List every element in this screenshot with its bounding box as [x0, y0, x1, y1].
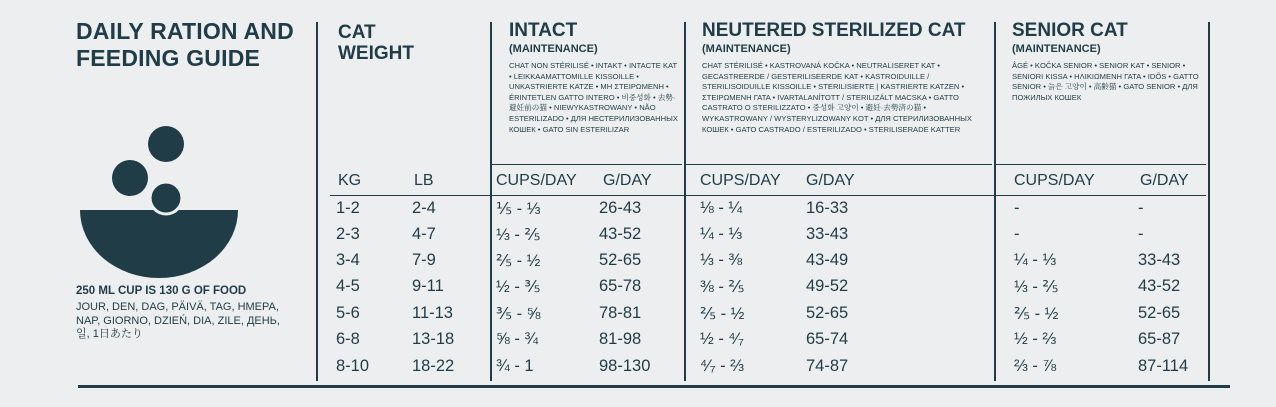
intact-cups-cell: ⅕ - ⅓ [496, 200, 541, 218]
neutered-grams-cell: 52-65 [806, 304, 849, 322]
neutered-cups-cell: ⅖ - ½ [700, 305, 745, 323]
subheader-rule [330, 195, 1206, 196]
neutered-cups-header: CUPS/DAY [700, 172, 781, 189]
intact-title: INTACT [509, 20, 578, 41]
page-title: DAILY RATION AND FEEDING GUIDE [76, 18, 294, 71]
senior-cups-cell: ⅖ - ½ [1014, 305, 1059, 323]
kg-header: KG [338, 172, 362, 189]
food-bowl-icon [78, 124, 240, 280]
lb-cell: 18-22 [412, 357, 455, 375]
senior-cups-cell: ⅔ - ⅞ [1014, 357, 1057, 375]
lb-header: LB [414, 172, 434, 189]
neutered-grams-cell: 33-43 [806, 225, 849, 243]
intact-grams-cell: 98-130 [599, 357, 651, 375]
intact-grams-header: G/DAY [603, 172, 652, 189]
neutered-grams-cell: 74-87 [806, 357, 849, 375]
neutered-grams-cell: 49-52 [806, 277, 849, 295]
neutered-cups-cell: ⅛ - ¼ [700, 199, 743, 217]
header-rule [996, 164, 1206, 165]
lb-cell: 2-4 [412, 199, 436, 217]
kg-cell: 4-5 [336, 277, 360, 295]
intact-header [509, 20, 681, 135]
kg-cell: 6-8 [336, 330, 360, 348]
kg-cell: 5-6 [336, 304, 360, 322]
neutered-grams-cell: 16-33 [806, 199, 849, 217]
senior-grams-cell: 87-114 [1138, 357, 1189, 375]
lb-cell: 13-18 [412, 330, 455, 348]
intact-cups-cell: ⅖ - ½ [496, 252, 541, 270]
senior-subtitle: (MAINTENANCE) [1012, 43, 1101, 55]
lb-cell: 4-7 [412, 225, 436, 243]
senior-cups-header: CUPS/DAY [1014, 172, 1095, 189]
senior-grams-cell: 52-65 [1138, 304, 1181, 322]
intact-grams-cell: 26-43 [599, 199, 642, 217]
intact-cups-header: CUPS/DAY [496, 172, 577, 189]
divider [994, 22, 996, 381]
senior-grams-cell: - [1138, 199, 1144, 217]
senior-grams-cell: - [1138, 225, 1144, 243]
neutered-cups-cell: ¼ - ⅓ [700, 225, 743, 243]
intact-cups-cell: ⅝ - ¾ [496, 330, 539, 348]
divider [316, 22, 318, 381]
intact-cups-cell: ⅗ - ⅝ [496, 305, 541, 323]
senior-header [1012, 20, 1200, 103]
days-note: JOUR, DEN, DAG, PÄIVÄ, TAG, ΗΜΕΡΑ, NAP, GIORNO, DZIEŃ, DIA, ZILE, ДЕНЬ, 일, 1日あたり [76, 301, 280, 340]
lb-cell: 11-13 [412, 304, 453, 322]
lb-cell: 7-9 [412, 251, 436, 269]
neutered-grams-cell: 43-49 [806, 251, 849, 269]
intact-description: CHAT NON STÉRILISÉ • INTAKT • INTACTE KAT • LEIKKAAMATTOMILLE KISSOILLE • UNKASTRIERTE KATZE • ΜΗ ΣΤΕΙΡΩΜΕΝΗ • ÉRINTETLEN GATTO INTERO • 비중성화 • 去勢·避妊前の猫 • NIEWYKASTROWANY • NÃO ESTERILIZADO • ДЛЯ НЕСТЕРИЛИЗОВАННЫХ КОШЕК • GATO SIN ESTERILIZAR [509, 61, 678, 134]
senior-grams-cell: 65-87 [1138, 330, 1181, 348]
header-rule [686, 164, 992, 165]
cup-note: 250 ML CUP IS 130 G OF FOOD [76, 285, 247, 297]
intact-grams-cell: 81-98 [599, 330, 642, 348]
neutered-cups-cell: ⅜ - ⅖ [700, 278, 745, 296]
divider [684, 22, 686, 381]
neutered-header [702, 20, 984, 135]
senior-cups-cell: ¼ - ⅓ [1014, 251, 1057, 269]
senior-grams-cell: 43-52 [1138, 277, 1181, 295]
weight-column-title: CAT WEIGHT [338, 22, 414, 64]
neutered-subtitle: (MAINTENANCE) [702, 43, 791, 55]
header-rule [492, 164, 682, 165]
bottom-rule [78, 385, 1230, 388]
intact-grams-cell: 78-81 [599, 304, 642, 322]
kg-cell: 8-10 [336, 357, 370, 375]
senior-description: ÂGÉ • KOČKA SENIOR • SENIOR KAT • SENIOR • SENIORI KISSA • ΗΛΙΚΙΩΜΕΝΗ ΓΑΤΑ • IDŐS • GATTO SENIOR • 늙은 고양이 • 高齢猫 • GATO SENIOR • ДЛЯ ПОЖИЛЫХ КОШЕК [1012, 61, 1199, 102]
neutered-grams-cell: 65-74 [806, 330, 849, 348]
divider [1208, 22, 1210, 381]
senior-cups-cell: - [1014, 225, 1020, 243]
senior-cups-cell: - [1014, 199, 1020, 217]
intact-grams-cell: 52-65 [599, 251, 642, 269]
kg-cell: 2-3 [336, 225, 360, 243]
kg-cell: 1-2 [336, 199, 360, 217]
neutered-cups-cell: ½ - ⁴⁄₇ [700, 330, 744, 348]
senior-grams-cell: 33-43 [1138, 251, 1181, 269]
senior-grams-header: G/DAY [1140, 172, 1189, 189]
neutered-title: NEUTERED STERILIZED CAT [702, 20, 966, 41]
neutered-cups-cell: ⁴⁄₇ - ⅔ [700, 357, 744, 375]
senior-cups-cell: ⅓ - ⅖ [1014, 278, 1059, 296]
senior-cups-cell: ½ - ⅔ [1014, 330, 1057, 348]
intact-subtitle: (MAINTENANCE) [509, 43, 598, 55]
lb-cell: 9-11 [412, 277, 444, 295]
intact-grams-cell: 65-78 [599, 277, 642, 295]
divider [490, 22, 492, 381]
intact-cups-cell: ¾ - 1 [496, 357, 534, 375]
intact-cups-cell: ⅓ - ⅖ [496, 226, 541, 244]
kg-cell: 3-4 [336, 251, 360, 269]
neutered-description: CHAT STÉRILISÉ • KASTROVANÁ KOČKA • NEUTRALISERET KAT • GECASTREERDE / GESTERILISEERDE KAT • KASTROIDUILLE / STERILISOIDUILLE KISSOILLE • STERILISIERTE | KASTRIERTE KATZEN • ΣΤΕΙΡΩΜΕΝΗ ΓΑΤΑ • IVARTALANÍTOTT / STERILIZÁLT MACSKA • GATTO CASTRATO O STERILIZZATO • 중성화 고양이 • 避妊·去勢済の猫 • WYKASTROWANY / WYSTERYLIZOWANY KOT • ДЛЯ СТЕРИЛИЗОВАННЫХ КОШЕК • GATO CASTRADO / ESTERILIZADO • STERILISERADE KATTER [702, 61, 972, 134]
intact-cups-cell: ½ - ⅗ [496, 278, 541, 296]
intact-grams-cell: 43-52 [599, 225, 642, 243]
senior-title: SENIOR CAT [1012, 20, 1128, 41]
neutered-cups-cell: ⅓ - ⅜ [700, 251, 743, 269]
neutered-grams-header: G/DAY [806, 172, 855, 189]
